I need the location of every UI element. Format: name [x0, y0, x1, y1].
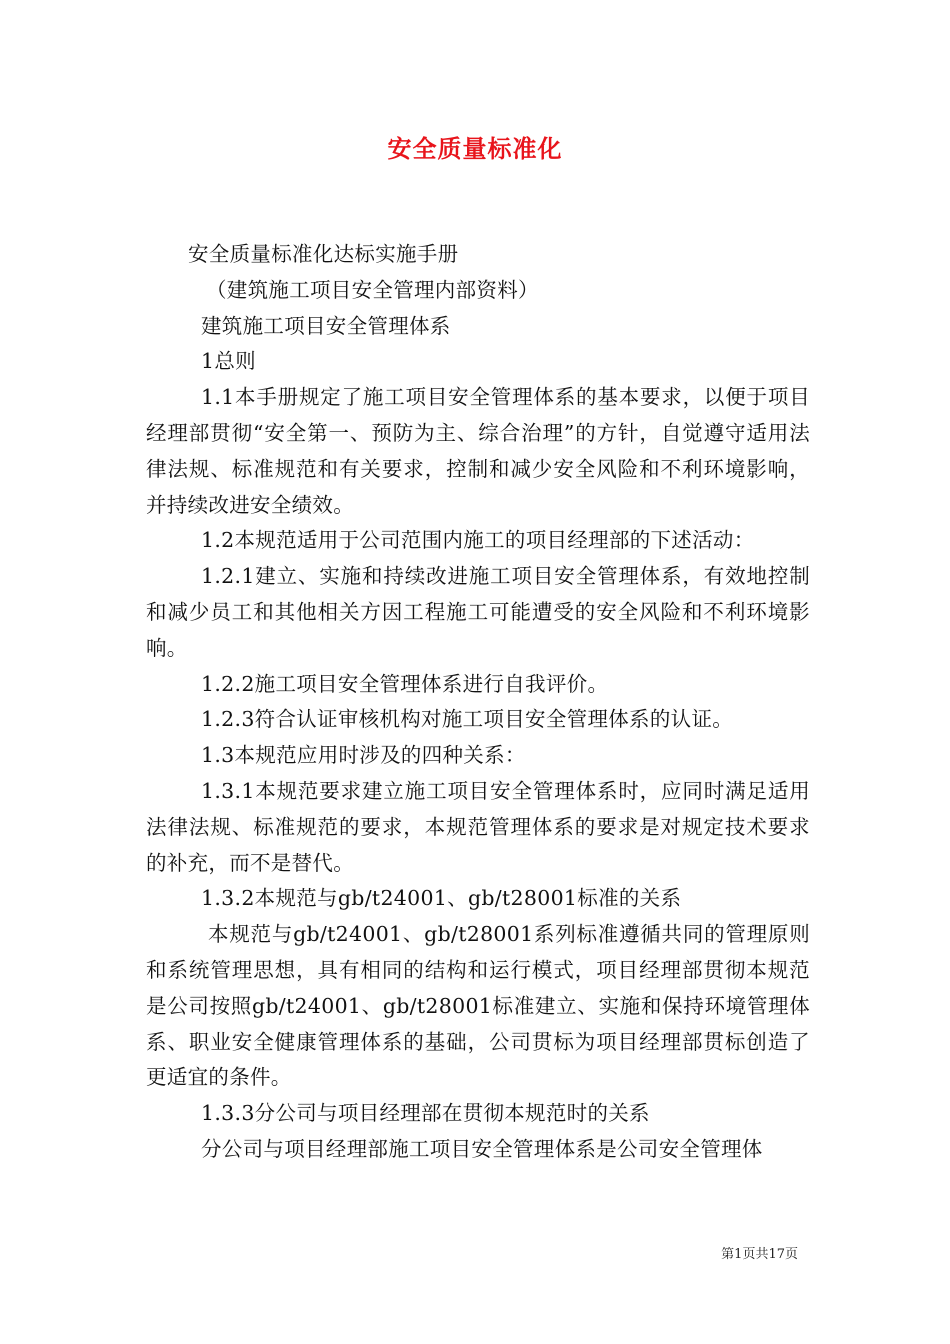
paragraph-manual-title: 安全质量标准化达标实施手册 [188, 242, 459, 266]
paragraph-1-3: 1.3本规范应用时涉及的四种关系： [201, 743, 526, 768]
paragraph-1-3-1: 1.3.1本规范要求建立施工项目安全管理体系时，应同时满足适用法律法规、标准规范的要求，本规范管理体系的要求是对规定技术要求的补充，而不是替代。 [146, 778, 810, 875]
document-title: 安全质量标准化 [387, 135, 563, 163]
paragraph-1-2-1: 1.2.1建立、实施和持续改进施工项目安全管理体系，有效地控制和减少员工和其他相关方因工程施工可能遭受的安全风险和不利环境影响。 [146, 564, 810, 660]
paragraph-1-2-2: 1.2.2施工项目安全管理体系进行自我评价。 [201, 671, 609, 696]
heading-general: 1总则 [201, 349, 256, 374]
paragraph-1-3-3: 1.3.3分公司与项目经理部在贯彻本规范时的关系 [201, 1101, 650, 1126]
document-body [146, 237, 810, 1168]
paragraph-1-3-2-body: 本规范与gb/t24001、gb/t28001系列标准遵循共同的管理原则和系统管理思想，具有相同的结构和运行模式，项目经理部贯彻本规范是公司按照gb/t24001、gb/t28001标准建立、实施和保持环境管理体系、职业安全健康管理体系的基础，公司贯标为项目经理部贯标创造了更适宜的条件。 [146, 922, 810, 1090]
paragraph-1-3-3-body: 分公司与项目经理部施工项目安全管理体系是公司安全管理体 [201, 1136, 763, 1161]
paragraph-subtitle: （建筑施工项目安全管理内部资料） [206, 277, 539, 302]
paragraph-1-3-2: 1.3.2本规范与gb/t24001、gb/t28001标准的关系 [201, 886, 682, 911]
paragraph-1-1: 1.1本手册规定了施工项目安全管理体系的基本要求，以便于项目经理部贯彻“安全第一、预防为主、综合治理”的方针，自觉遵守适用法律法规、标准规范和有关要求，控制和减少安全风险和不利环境影响，并持续改进安全绩效。 [146, 385, 810, 517]
paragraph-1-2: 1.2本规范适用于公司范围内施工的项目经理部的下述活动： [201, 528, 755, 553]
page-number: 第1页共17页 [721, 1247, 798, 1262]
paragraph-1-2-3: 1.2.3符合认证审核机构对施工项目安全管理体系的认证。 [201, 707, 734, 732]
paragraph-section-title: 建筑施工项目安全管理体系 [201, 313, 451, 338]
